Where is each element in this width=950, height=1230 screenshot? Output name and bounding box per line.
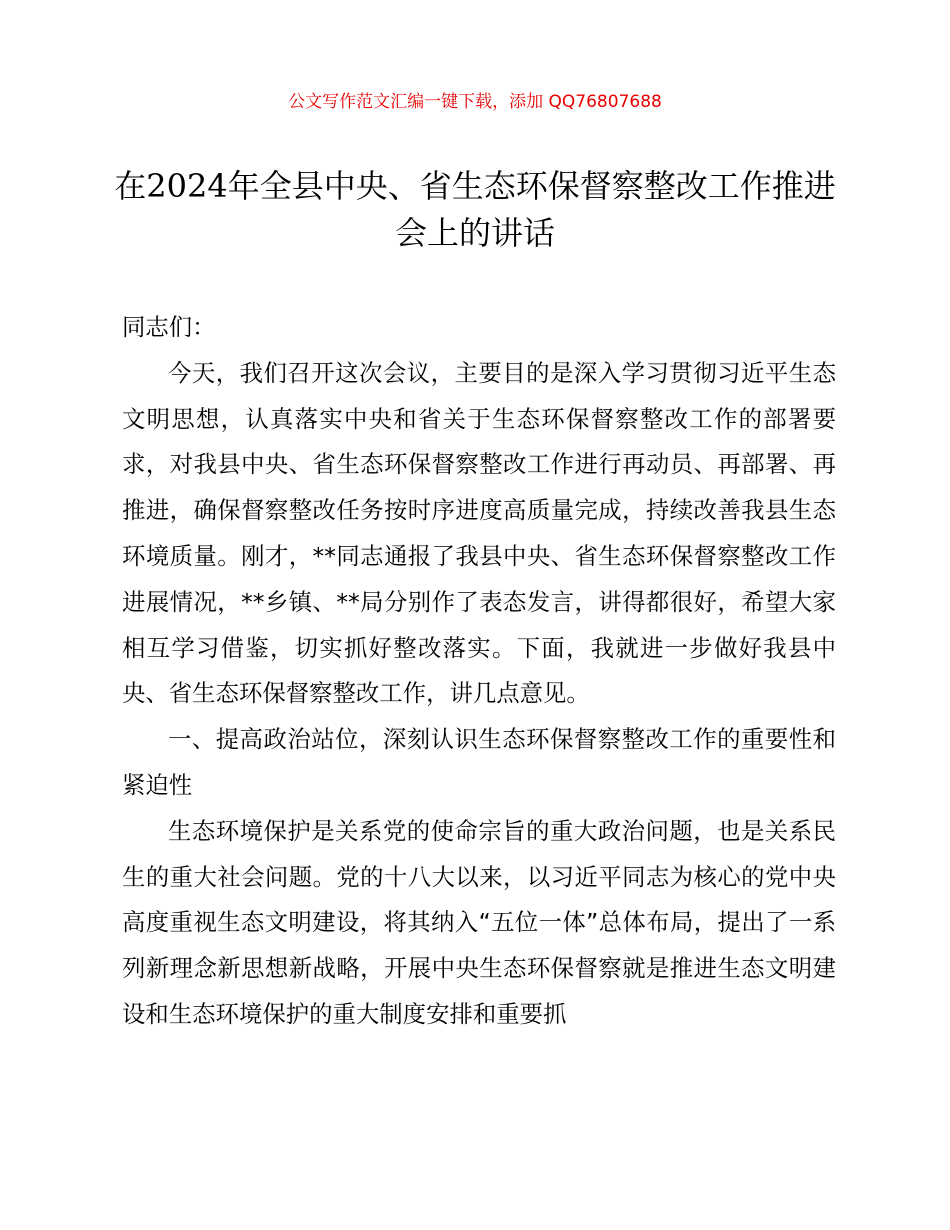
opening-paragraph: 今天，我们召开这次会议，主要目的是深入学习贯彻习近平生态文明思想，认真落实中央和省关于生态环保督察整改工作的部署要求，对我县中央、省生态环保督察整改工作进行再动员、再部署、再推进，确保督察整改任务按时序进度高质量完成，持续改善我县生态环境质量。刚才，**同志通报了我县中央、省生态环保督察整改工作进展情况，**乡镇、**局分别作了表态发言，讲得都很好，希望大家相互学习借鉴，切实抓好整改落实。下面，我就进一步做好我县中央、省生态环保督察整改工作，讲几点意见。	[122, 358, 836, 708]
section-heading-one: 一、提高政治站位，深刻认识生态环保督察整改工作的重要性和紧迫性	[122, 725, 836, 799]
download-notice: 公文写作范文汇编一键下载，添加 QQ76807688	[288, 92, 662, 112]
document-title: 在2024年全县中央、省生态环保督察整改工作推进会上的讲话	[114, 167, 836, 252]
salutation: 同志们：	[122, 313, 216, 341]
document-body	[122, 305, 836, 1038]
section-one-paragraph: 生态环境保护是关系党的使命宗旨的重大政治问题，也是关系民生的重大社会问题。党的十八大以来，以习近平同志为核心的党中央高度重视生态文明建设，将其纳入“五位一体”总体布局，提出了一系列新理念新思想新战略，开展中央生态环保督察就是推进生态文明建设和生态环境保护的重大制度安排和重要抓	[122, 816, 836, 1028]
